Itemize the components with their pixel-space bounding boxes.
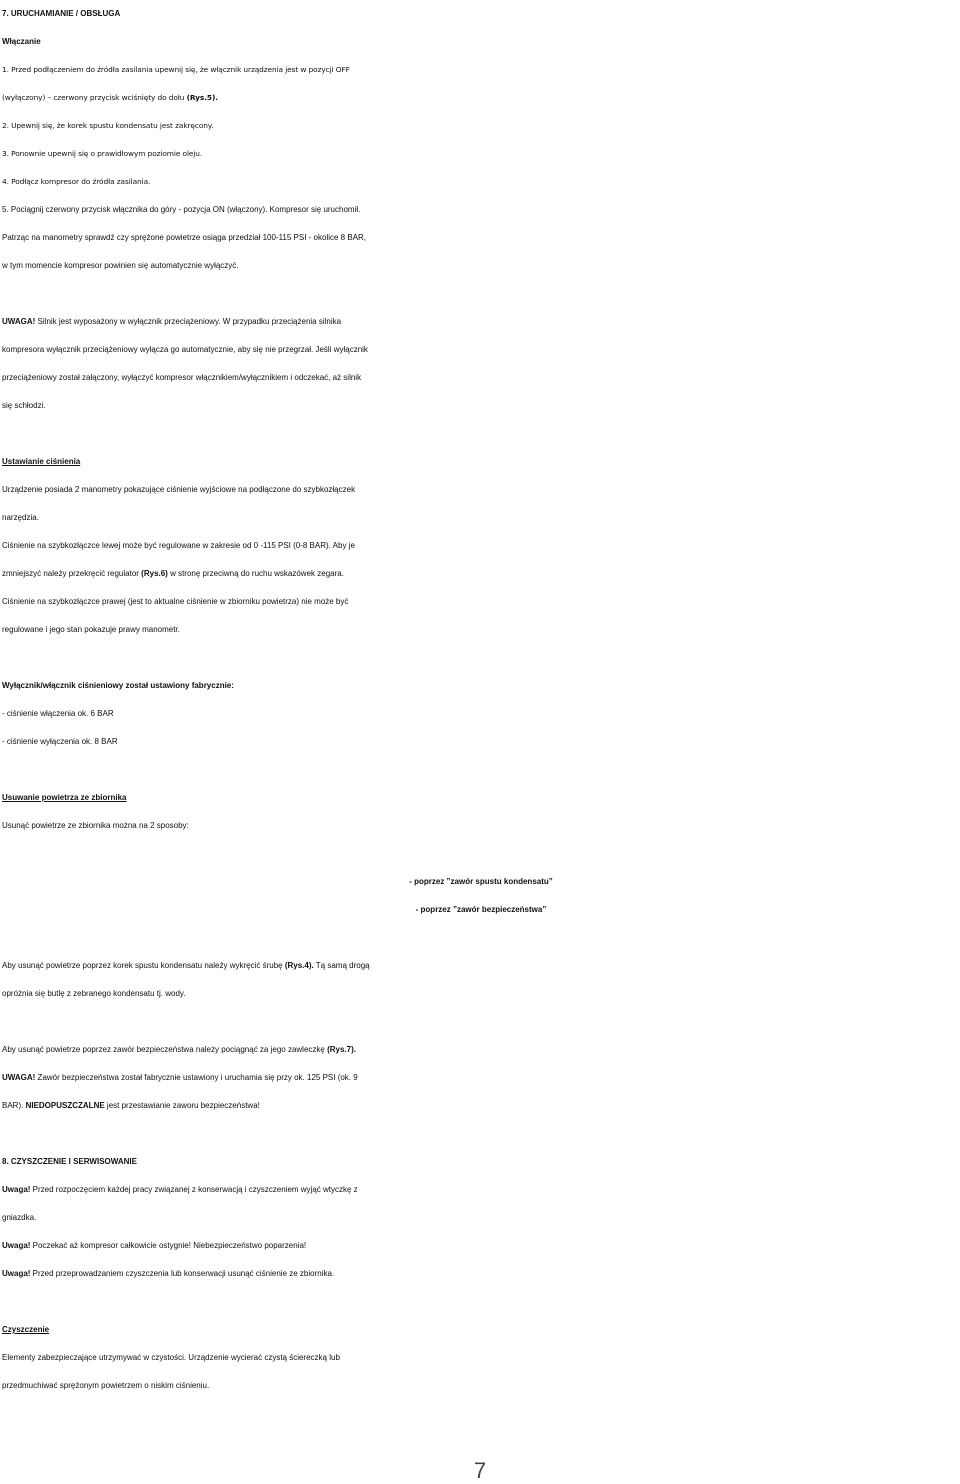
- pressure-text-end: w stronę przeciwną do ruchu wskazówek zegara.: [167, 569, 344, 578]
- switch-on-pressure: - ciśnienie włączenia ok. 6 BAR: [2, 709, 114, 718]
- drain-text-end: Tą samą drogą: [313, 961, 370, 970]
- caution-3-text: Przed przeprowadzaniem czyszczenia lub konserwacji usunąć ciśnienie ze zbiornika.: [30, 1269, 335, 1278]
- drain-paragraph-line-2: opróżnia się butlę z zebranego kondensatu tj. wody.: [2, 989, 186, 998]
- valve-paragraph-line-1: [2, 1036, 960, 1064]
- caution-2: [2, 1232, 960, 1260]
- caution-3: [2, 1260, 960, 1288]
- step-1-line-1: 1. Przed podłączeniem do źródła zasilania upewnij się, że włącznik urządzenia jest w pozycji OFF: [2, 65, 350, 74]
- step-2: 2. Upewnij się, że korek spustu kondensatu jest zakręcony.: [2, 121, 214, 130]
- valve-paragraph-line-2: [2, 1064, 960, 1092]
- pressure-text: zmniejszyć należy przekręcić regulator: [2, 569, 142, 578]
- warning-overload-line-1: [2, 308, 960, 336]
- caution-label: Uwaga!: [2, 1269, 31, 1278]
- drain-text: Aby usunąć powietrze poprzez korek spustu kondensatu należy wykręcić śrubę: [2, 961, 285, 970]
- heading-pressure-switch: Wyłącznik/włącznik ciśnieniowy został ustawiony fabrycznie:: [2, 681, 234, 690]
- paragraph-manometers-line-2: w tym momencie kompresor powinien się automatycznie wyłączyć.: [2, 261, 239, 270]
- caution-1-line-2: gniazdka.: [2, 1213, 37, 1222]
- subheading-switching-on: Włączanie: [2, 37, 41, 46]
- warning-text: Silnik jest wyposażony w wyłącznik przeciążeniowy. W przypadku przeciążenia silnika: [35, 317, 342, 326]
- figure-ref-rys5: (Rys.5).: [186, 93, 218, 102]
- page-number: 7: [473, 1458, 487, 1483]
- caution-1-line-1: [2, 1176, 960, 1204]
- step-1-line-2: [2, 84, 960, 112]
- heading-air-removal: Usuwanie powietrza ze zbiornika: [2, 793, 127, 802]
- heading-pressure-setting: Ustawianie ciśnienia: [2, 457, 81, 466]
- figure-ref-rys6: (Rys.6): [141, 569, 168, 578]
- valve-text-start: BAR).: [2, 1101, 26, 1110]
- step-4: 4. Podłącz kompresor do źródła zasilania.: [2, 177, 151, 186]
- method-safety-valve: - poprzez ”zawór bezpieczeństwa”: [415, 905, 547, 914]
- paragraph-manometers-line-1: Patrząc na manometry sprawdź czy sprężone powietrze osiąga przedział 100-115 PSI - okolice 8 BAR,: [2, 233, 367, 242]
- valve-paragraph-line-3: [2, 1092, 960, 1120]
- caution-1-text: Przed rozpoczęciem każdej pracy związanej z konserwacją i czyszczeniem wyjąć wtyczkę z: [30, 1185, 358, 1194]
- warning-label: UWAGA!: [2, 317, 36, 326]
- step-5: 5. Pociągnij czerwony przycisk włącznika do góry - pozycja ON (włączony). Kompresor się uruchomił.: [2, 205, 361, 214]
- heading-cleaning: Czyszczenie: [2, 1325, 50, 1334]
- warning-overload-line-2: kompresora wyłącznik przeciążeniowy wyłącza go automatycznie, aby się nie przegrzał. Jeśli wyłącznik: [2, 345, 368, 354]
- step-1-text: (wyłączony) – czerwony przycisk wciśnięty do dołu: [2, 93, 187, 102]
- pressure-paragraph-2-line-1: Ciśnienie na szybkozłączce lewej może być regulowane w zakresie od 0 -115 PSI (0-8 BAR). Aby je: [2, 541, 355, 550]
- warning-overload-line-3: przeciążeniowy został załączony, wyłączyć kompresor włącznikiem/wyłącznikiem i odczekać, aż silnik: [2, 373, 362, 382]
- section-8-title: 8. CZYSZCZENIE I SERWISOWANIE: [2, 1157, 137, 1166]
- cleaning-line-2: przedmuchiwać sprężonym powietrzem o niskim ciśnieniu.: [2, 1381, 210, 1390]
- drain-paragraph-line-1: [2, 952, 960, 980]
- pressure-paragraph-2-line-2: [2, 560, 960, 588]
- method-condensate-drain: - poprzez ”zawór spustu kondensatu”: [409, 877, 553, 886]
- valve-text-end: jest przestawianie zaworu bezpieczeństwa!: [104, 1101, 260, 1110]
- step-3: 3. Ponownie upewnij się o prawidłowym poziomie oleju.: [2, 149, 203, 158]
- caution-label: Uwaga!: [2, 1241, 31, 1250]
- switch-off-pressure: - ciśnienie wyłączenia ok. 8 BAR: [2, 737, 118, 746]
- caution-2-text: Poczekać aż kompresor całkowicie ostygnie! Niebezpieczeństwo poparzenia!: [30, 1241, 307, 1250]
- pressure-paragraph-1-line-1: Urządzenie posiada 2 manometry pokazujące ciśnienie wyjściowe na podłączone do szybkozłączek: [2, 485, 356, 494]
- cleaning-line-1: Elementy zabezpieczające utrzymywać w czystości. Urządzenie wycierać czystą ściereczką lub: [2, 1353, 340, 1362]
- valve-text: Aby usunąć powietrze poprzez zawór bezpieczeństwa należy pociągnąć za jego zawleczkę: [2, 1045, 328, 1054]
- pressure-paragraph-1-line-2: narzędzia.: [2, 513, 39, 522]
- valve-warning-label: UWAGA!: [2, 1073, 36, 1082]
- figure-ref-rys4: (Rys.4).: [284, 961, 314, 970]
- valve-not-allowed: NIEDOPUSZCZALNE: [25, 1101, 105, 1110]
- pressure-paragraph-3-line-2: regulowane i jego stan pokazuje prawy manometr.: [2, 625, 180, 634]
- figure-ref-rys7: (Rys.7).: [327, 1045, 356, 1054]
- warning-overload-line-4: się schłodzi.: [2, 401, 46, 410]
- pressure-paragraph-3-line-1: Ciśnienie na szybkozłączce prawej (jest to aktualne ciśnienie w zbiorniku powietrza) nie może być: [2, 597, 349, 606]
- section-7-title: 7. URUCHAMIANIE / OBSŁUGA: [2, 9, 121, 18]
- valve-warning-text: Zawór bezpieczeństwa został fabrycznie ustawiony i uruchamia się przy ok. 125 PSI (ok. 9: [35, 1073, 358, 1082]
- air-removal-intro: Usunąć powietrze ze zbiornika można na 2 sposoby:: [2, 821, 189, 830]
- caution-label: Uwaga!: [2, 1185, 31, 1194]
